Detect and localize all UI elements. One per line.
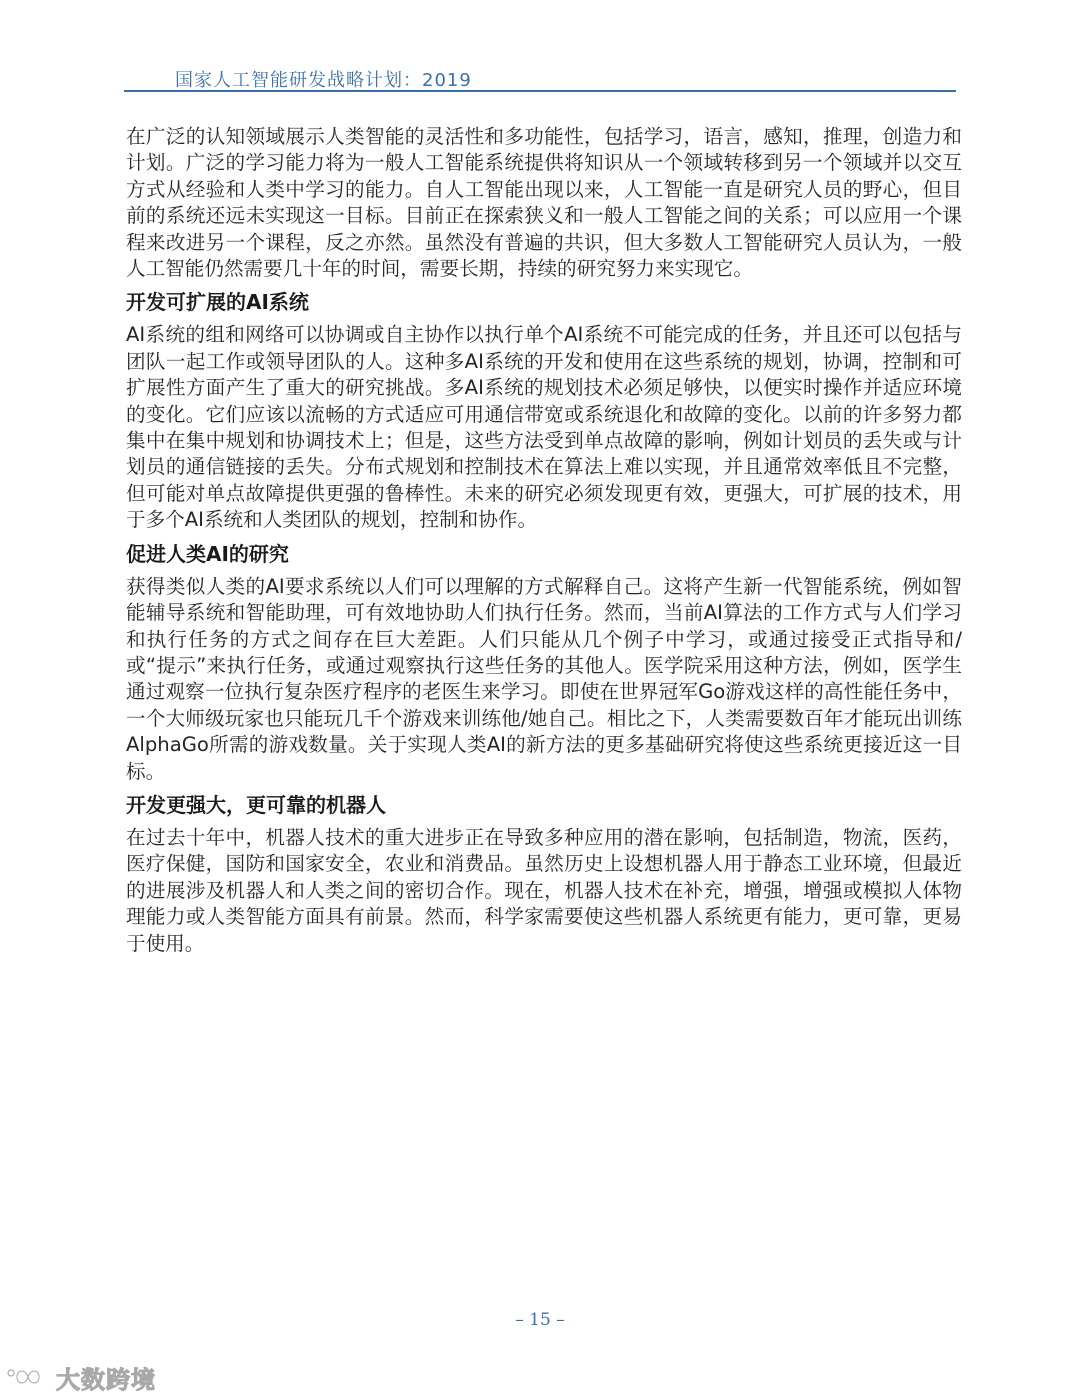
section-heading-human-like-ai: 促进人类AI的研究 [126,541,289,566]
document-body [126,124,962,957]
section-heading-scalable-ai: 开发可扩展的AI系统 [126,290,309,315]
intro-paragraph: 在广泛的认知领域展示人类智能的灵活性和多功能性，包括学习，语言，感知，推理，创造力和计划。广泛的学习能力将为一般人工智能系统提供将知识从一个领域转移到另一个领域并以交互方式从经验和人类中学习的能力。自人工智能出现以来，人工智能一直是研究人员的野心，但目前的系统还远未实现这一目标。目前正在探索狭义和一般人工智能之间的关系；可以应用一个课程来改进另一个课程，反之亦然。虽然没有普遍的共识，但大多数人工智能研究人员认为，一般人工智能仍然需要几十年的时间，需要长期，持续的研究努力来实现它。 [126,125,962,281]
watermark [6,1362,156,1392]
header-divider [124,90,956,92]
section-body-scalable-ai: AI系统的组和网络可以协调或自主协作以执行单个AI系统不可能完成的任务，并且还可以包括与团队一起工作或领导团队的人。这种多AI系统的开发和使用在这些系统的规划，协调，控制和可扩展性方面产生了重大的研究挑战。多AI系统的规划技术必须足够快，以便实时操作并适应环境的变化。它们应该以流畅的方式适应可用通信带宽或系统退化和故障的变化。以前的许多努力都集中在集中规划和协调技术上；但是，这些方法受到单点故障的影响，例如计划员的丢失或与计划员的通信链接的丢失。分布式规划和控制技术在算法上难以实现，并且通常效率低且不完整，但可能对单点故障提供更强的鲁棒性。未来的研究必须发现更有效，更强大，可扩展的技术，用于多个AI系统和人类团队的规划，控制和协作。 [126,323,962,532]
infinity-logo-icon [6,1365,50,1389]
page-number: – 15 – [515,1310,565,1330]
section-heading-robots: 开发更强大，更可靠的机器人 [126,792,386,817]
section-body-robots: 在过去十年中，机器人技术的重大进步正在导致多种应用的潜在影响，包括制造，物流，医药，医疗保健，国防和国家安全，农业和消费品。虽然历史上设想机器人用于静态工业环境，但最近的进展涉及机器人和人类之间的密切合作。现在，机器人技术在补充，增强，增强或模拟人体物理能力或人类智能方面具有前景。然而，科学家需要使这些机器人系统更有能力，更可靠，更易于使用。 [126,825,962,955]
section-body-human-like-ai: 获得类似人类的AI要求系统以人们可以理解的方式解释自己。这将产生新一代智能系统，例如智能辅导系统和智能助理，可有效地协助人们执行任务。然而，当前AI算法的工作方式与人们学习和执行任务的方式之间存在巨大差距。人们只能从几个例子中学习，或通过接受正式指导和/或“提示”来执行任务，或通过观察执行这些任务的其他人。医学院采用这种方法，例如，医学生通过观察一位执行复杂医疗程序的老医生来学习。即使在世界冠军Go游戏这样的高性能任务中，一个大师级玩家也只能玩几千个游戏来训练他/她自己。相比之下，人类需要数百年才能玩出训练AlphaGo所需的游戏数量。关于实现人类AI的新方法的更多基础研究将使这些系统更接近这一目标。 [126,574,962,783]
watermark-brand-text: 大数跨境 [56,1365,156,1394]
running-header-title: 国家人工智能研发战略计划：2019 [175,70,472,91]
